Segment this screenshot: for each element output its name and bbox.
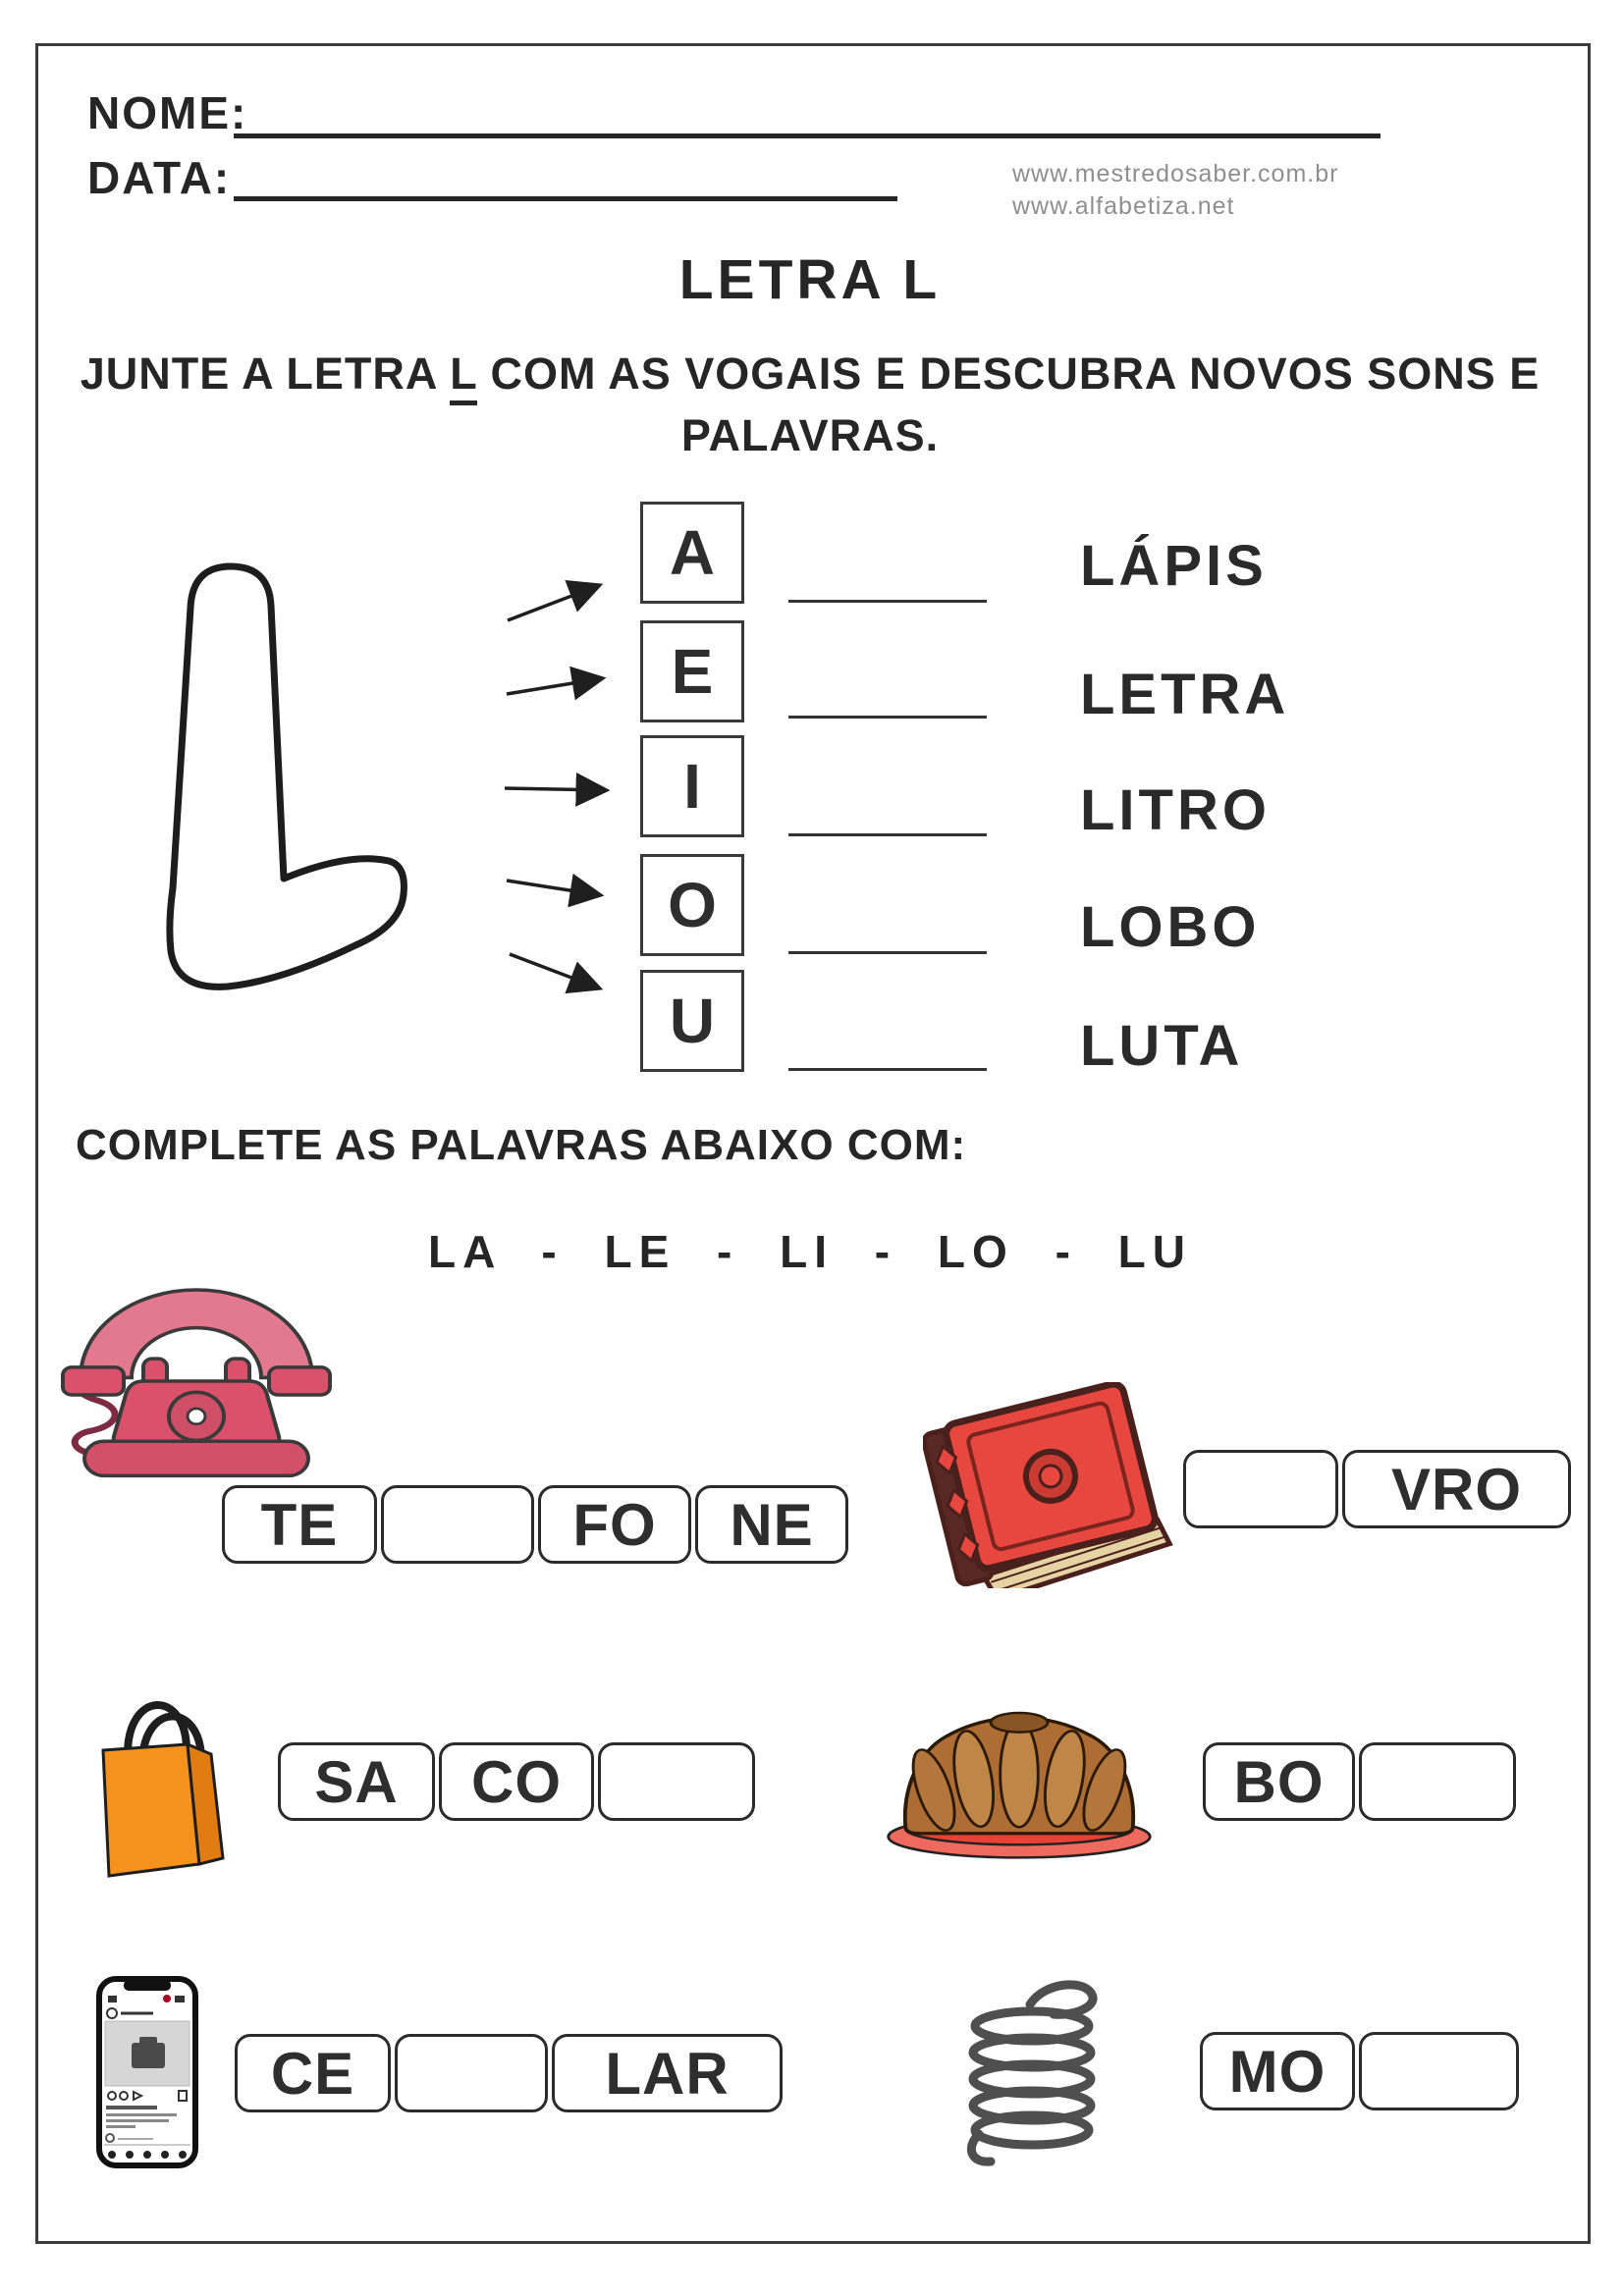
cake-image bbox=[882, 1690, 1157, 1859]
word-tiles-telefone bbox=[222, 1485, 848, 1564]
big-letter-l-outline bbox=[137, 555, 407, 1016]
instruction-text: JUNTE A LETRA bbox=[80, 348, 451, 399]
syllable-tile: SA bbox=[278, 1742, 435, 1821]
answer-line[interactable] bbox=[788, 600, 987, 603]
vowel-box-a: A bbox=[640, 502, 744, 604]
blank-syllable-tile[interactable] bbox=[1183, 1450, 1338, 1528]
syllable-tile: TE bbox=[222, 1485, 377, 1564]
vowel-box-i: I bbox=[640, 735, 744, 837]
answer-line[interactable] bbox=[788, 1068, 987, 1071]
instruction-line1 bbox=[35, 348, 1585, 400]
syllable-tile: BO bbox=[1203, 1742, 1355, 1821]
date-label: DATA: bbox=[87, 152, 232, 203]
syllable-bank: LA - LE - LI - LO - LU bbox=[428, 1226, 1192, 1277]
date-input-line[interactable] bbox=[234, 196, 897, 201]
syllable-tile: VRO bbox=[1342, 1450, 1571, 1528]
website-url: www.alfabetiza.net bbox=[1012, 192, 1235, 220]
vowel-box-e: E bbox=[640, 620, 744, 722]
word-tiles-livro bbox=[1183, 1450, 1571, 1528]
example-word: LÁPIS bbox=[1080, 533, 1268, 598]
word-tiles-bolo bbox=[1203, 1742, 1516, 1821]
blank-syllable-tile[interactable] bbox=[1359, 1742, 1516, 1821]
cellphone-image bbox=[96, 1976, 198, 2168]
example-word: LOBO bbox=[1080, 894, 1261, 959]
section2-heading: COMPLETE AS PALAVRAS ABAIXO COM: bbox=[76, 1121, 967, 1169]
instruction-line2: PALAVRAS. bbox=[680, 410, 940, 460]
website-url: www.mestredosaber.com.br bbox=[1012, 160, 1339, 187]
word-tiles-celular bbox=[235, 2034, 783, 2112]
page-title: LETRA L bbox=[678, 248, 942, 311]
syllable-tile: MO bbox=[1200, 2032, 1355, 2110]
syllable-tile: LAR bbox=[552, 2034, 783, 2112]
syllable-tile: CO bbox=[439, 1742, 594, 1821]
syllable-tile: NE bbox=[695, 1485, 848, 1564]
answer-line[interactable] bbox=[788, 951, 987, 954]
underlined-letter-l: L bbox=[450, 348, 477, 405]
answer-line[interactable] bbox=[788, 833, 987, 836]
word-tiles-sacola bbox=[278, 1742, 755, 1821]
word-tiles-mola bbox=[1200, 2032, 1519, 2110]
blank-syllable-tile[interactable] bbox=[598, 1742, 755, 1821]
blank-syllable-tile[interactable] bbox=[1359, 2032, 1519, 2110]
syllable-tile: CE bbox=[235, 2034, 391, 2112]
telephone-image bbox=[49, 1276, 344, 1478]
name-input-line[interactable] bbox=[234, 133, 1380, 138]
name-label: NOME: bbox=[87, 87, 248, 138]
blank-syllable-tile[interactable] bbox=[395, 2034, 548, 2112]
vowel-box-o: O bbox=[640, 854, 744, 956]
spring-image bbox=[957, 1975, 1107, 2171]
syllable-tile: FO bbox=[538, 1485, 691, 1564]
example-word: LITRO bbox=[1080, 777, 1271, 842]
vowel-box-u: U bbox=[640, 970, 744, 1072]
instruction-text: COM AS VOGAIS E DESCUBRA NOVOS SONS E bbox=[476, 348, 1541, 399]
example-word: LETRA bbox=[1080, 662, 1290, 726]
book-image bbox=[923, 1382, 1180, 1588]
answer-line[interactable] bbox=[788, 716, 987, 719]
shopping-bag-image bbox=[83, 1674, 231, 1885]
example-word: LUTA bbox=[1080, 1013, 1244, 1078]
matching-arrows bbox=[461, 545, 658, 1016]
blank-syllable-tile[interactable] bbox=[381, 1485, 534, 1564]
